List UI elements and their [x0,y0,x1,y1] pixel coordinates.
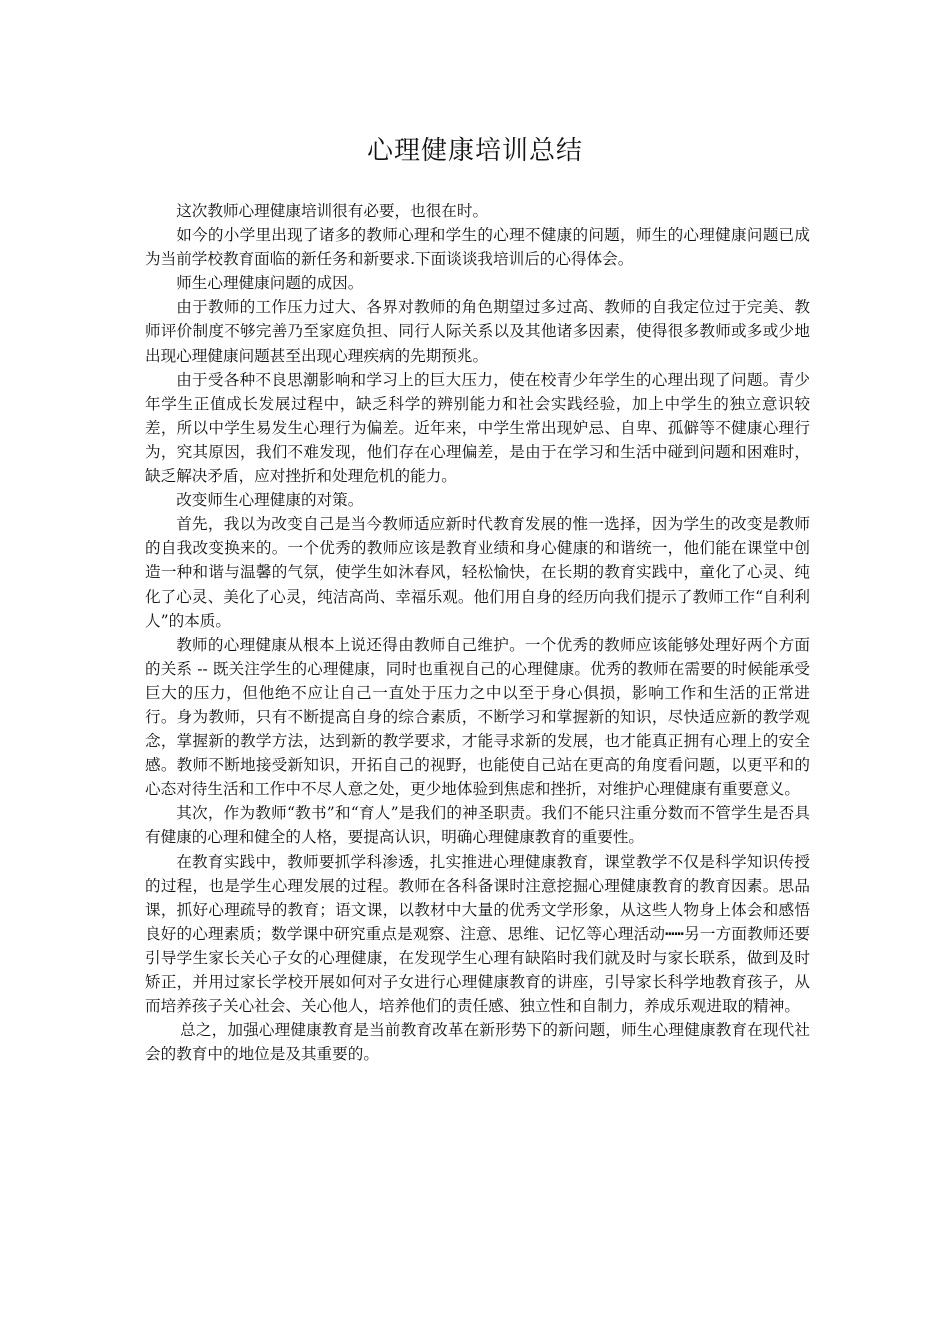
paragraph-teacher-self-care: 教师的心理健康从根本上说还得由教师自己维护。一个优秀的教师应该能够处理好两个方面的关系 -- 既关注学生的心理健康，同时也重视自己的心理健康。优秀的教师在需要的时候能承受巨大的压力，但他绝不应让自己一直处于压力之中以至于身心俱损，影响工作和生活的正常进行。身为教师，只有不断提高自身的综合素质，不断学习和掌握新的知识，尽快适应新的教学观念，掌握新的教学方法，达到新的教学要求，才能寻求新的发展，也才能真正拥有心理上的安全感。教师不断地接受新知识，开拓自己的视野，也能使自己站在更高的角度看问题，以更平和的心态对待生活和工作中不尽人意之处，更少地体验到焦虑和挫折，对维护心理健康有重要意义。 [145,635,810,799]
document-body [145,199,810,1066]
paragraph-second-measure: 其次，作为教师“教书”和“育人”是我们的神圣职责。我们不能只注重分数而不管学生是否具有健康的心理和健全的人格，要提高认识，明确心理健康教育的重要性。 [145,804,810,847]
paragraph-education-practice: 在教育实践中，教师要抓学科渗透，扎实推进心理健康教育，课堂教学不仅是科学知识传授的过程，也是学生心理发展的过程。教师在各科备课时注意挖掘心理健康教育的教育因素。思品课，抓好心理疏导的教育；语文课，以教材中大量的优秀文学形象，从这些人物身上体会和感悟良好的心理素质；数学课中研究重点是观察、注意、思维、记忆等心理活动┅┅另一方面教师还要引导学生家长关心子女的心理健康，在发现学生心理有缺陷时我们就及时与家长联系，做到及时矫正，并用过家长学校开展如何对子女进行心理健康教育的讲座，引导家长科学地教育孩子，从而培养孩子关心社会、关心他人，培养他们的责任感、独立性和自制力，养成乐观进取的精神。 [145,852,810,1016]
paragraph-first-measure: 首先，我以为改变自己是当今教师适应新时代教育发展的惟一选择，因为学生的改变是教师的自我改变换来的。一个优秀的教师应该是教育业绩和身心健康的和谐统一，他们能在课堂中创造一种和谐与温馨的气氛，使学生如沐春风，轻松愉快，在长期的教育实践中，童化了心灵、纯化了心灵、美化了心灵，纯洁高尚、幸福乐观。他们用自身的经历向我们提示了教师工作“自利利人”的本质。 [145,515,810,630]
paragraph-heading-measures: 改变师生心理健康的对策。 [176,491,364,510]
paragraph-conclusion: 总之，加强心理健康教育是当前教育改革在新形势下的新问题，师生心理健康教育在现代社会的教育中的地位是及其重要的。 [145,1021,810,1064]
paragraph-student-causes: 由于受各种不良思潮影响和学习上的巨大压力，使在校青少年学生的心理出现了问题。青少年学生正值成长发展过程中，缺乏科学的辨别能力和社会实践经验，加上中学生的独立意识较差，所以中学生易发生心理行为偏差。近年来，中学生常出现妒忌、自卑、孤僻等不健康心理行为，究其原因，我们不难发现，他们存在心理偏差，是由于在学习和生活中碰到问题和困难时，缺乏解决矛盾，应对挫折和处理危机的能力。 [145,370,810,486]
document-title: 心理健康培训总结 [366,136,583,166]
paragraph-heading-causes: 师生心理健康问题的成因。 [176,274,364,293]
paragraph-intro: 这次教师心理健康培训很有必要，也很在时。 [176,202,489,220]
paragraph-teacher-causes: 由于教师的工作压力过大、各界对教师的角色期望过多过高、教师的自我定位过于完美、教师评价制度不够完善乃至家庭负担、同行人际关系以及其他诸多因素，使得很多教师或多或少地出现心理健康问题甚至出现心理疾病的先期预兆。 [145,298,810,365]
paragraph-current-situation: 如今的小学里出现了诸多的教师心理和学生的心理不健康的问题，师生的心理健康问题已成为当前学校教育面临的新任务和新要求.下面谈谈我培训后的心得体会。 [145,226,810,269]
